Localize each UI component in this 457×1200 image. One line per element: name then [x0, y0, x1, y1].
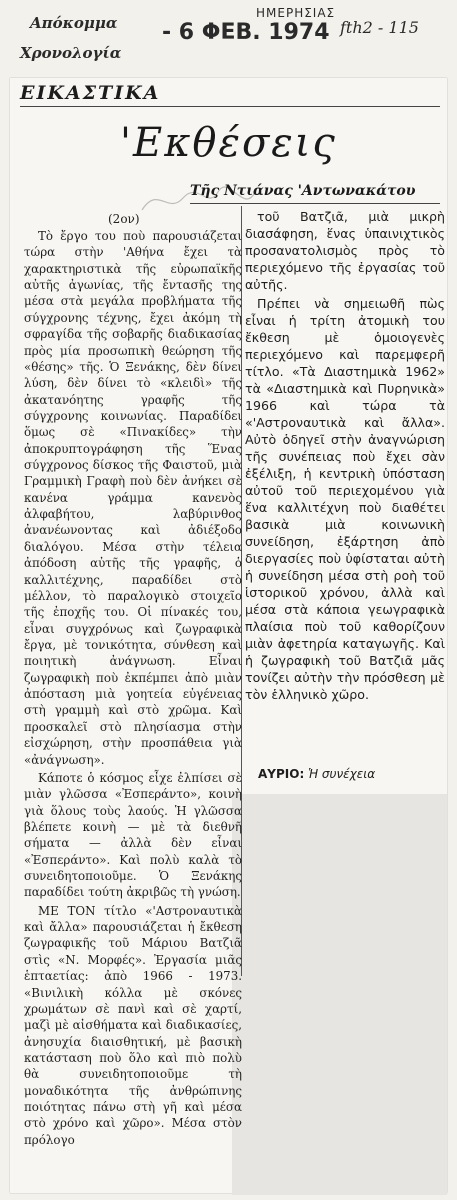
- part-number: (2ον): [108, 212, 140, 226]
- newspaper-name: ΗΜΕΡΗΣΙΑΣ: [256, 6, 336, 20]
- paragraph: Πρέπει νὰ σημειωθῆ πὼς εἶναι ἡ τρίτη ἀτομικὴ του ἔκθεση μὲ ὁμοιογενὲς περιεχόμενο καὶ παρεμφερῆ τίτλο. «Τὰ Διαστημικὰ 1962» τὰ «Διαστημικὰ καὶ Πυρηνικὰ» 1966 καὶ τώρα τὰ «'Αστροναυτικὰ καὶ ἄλλα». Αὐτὸ ὁδηγεῖ στὴν ἀναγνώριση τῆς συνέπειας ποὺ ἔχει σὰν ἐξέλιξη, ἡ κεντρικὴ ὑπόσταση αὐτοῦ τοῦ περιεχομένου γιὰ ἕνα καλλιτέχνη ποὺ διαθέτει βασικὰ μιὰ κοινωνικὴ συνείδηση, ἐξάρτηση ἀπὸ διεργασίες ποὺ ὑφίσταται αὐτὴ ἡ συνείδηση μέσα στὴ ροὴ τοῦ ἱστορικοῦ χρόνου, ἀλλὰ καὶ μέσα στὰ κάποια γεωγραφικὰ πλαίσια ποὺ τοῦ καθορίζουν μιὰν ἀφετηρία καταγωγῆς. Καὶ ἡ ζωγραφικὴ τοῦ Βατζιᾶ μᾶς τονίζει αὐτὴν τὴν πρόσθεση μὲ τὸν ἑλληνικὸ χῶρο.: [245, 296, 445, 702]
- handwritten-reference: fth2 - 115: [340, 18, 419, 37]
- byline-rule: [190, 203, 440, 204]
- paragraph: Τὸ ἔργο του ποὺ παρουσιάζεται τώρα στὴν 'Αθήνα ἔχει τὰ χαρακτηριστικὰ τῆς εὐρωπαϊκῆς αὐτῆς ἀγωνίας, τῆς ἔντασῆς της μέσα στὰ μεγάλα προβλήματα τῆς σύγχρονης τέχνης, ἔχει ἀκόμη τὴ σφραγίδα τῆς σοβαρῆς διαδικασίας πρὸς μία προσωπικὴ θεώρηση τῆς «θέσης» τῆς. Ὁ Ξενάκης, δὲν δίνει λύση, δὲν δίνει τὸ «κλειδὶ» τῆς ἀκατανόητης γραφῆς τῆς σύγχρονης κοινωνίας. Παραδίδει ὅμως σὲ «Πινακίδες» τὴν ἀποκρυπτογράφηση τῆς Ἕνας σύγχρονος δίσκος τῆς Φαιστοῦ, μιὰ Γραμμικὴ Γραφὴ ποὺ δὲν ἀνήκει σὲ κανένα γράμμα κανενὸς ἀλφαβήτου, λαβύρινθος ἀνανέωνοντας καὶ ἀδιέξοδο διαλόγου. Μέσα στὴν τέλεια ἀπόδοση αὐτῆς τῆς γραφῆς, ὁ καλλιτέχνης, παραδίδει στὸ μέλλον, τὸ παραλογικὸ στοιχεῖο τῆς ἐποχῆς του. Οἱ πίνακές του, εἶναι συγχρόνως καὶ ζωγραφικὰ ἔργα, μὲ τονικότητα, σύνθεση καὶ ποιητικὴ ἀνάγνωση. Εἶναι ζωγραφικὴ ποὺ ἐκπέμπει ἀπὸ μιὰν ἀπόσταση μιὰ γοητεία εὐγένειας στὴ γραμμὴ καὶ στὸ χρῶμα. Καὶ προσκαλεῖ στὸ πλησίασμα στὴν εἰσχώρηση, στὴν προσπάθεια γιὰ «ἀνάγνωση».: [24, 229, 242, 767]
- date-label: Χρονολογία: [20, 44, 122, 62]
- byline: Τῆς Ντιάνας 'Αντωνακάτου: [190, 183, 416, 199]
- top-rule: [20, 106, 440, 107]
- article-column-right: [245, 208, 445, 705]
- paragraph: Κάποτε ὁ κόσμος εἶχε ἐλπίσει σὲ μιὰν γλῶσσα «Ἐσπεράντο», κοινὴ γιὰ ὅλους τοὺς λαούς. Ἡ γλῶσσα βλέπετε κοινὴ — μὲ τὰ διεθνῆ σήματα — ἀλλὰ δὲν εἶναι «Ἐσπεράντο». Καὶ πολὺ καλὰ τὸ συνειδητοποιοῦμε. Ὁ Ξενάκης παραδίδει τούτη ἀκριβῶς τὴ γνώση.: [24, 770, 242, 900]
- paragraph: τοῦ Βατζιᾶ, μιὰ μικρὴ διασάφηση, ἕνας ὑπαινιχτικὸς προσανατολισμὸς πρὸς τὸ περιεχόμενο τῆς ἐργασίας τοῦ αὐτῆς.: [245, 209, 445, 292]
- date-stamp: - 6 ΦΕΒ. 1974: [162, 20, 330, 45]
- article-column-left: [24, 228, 242, 1150]
- section-label: ΕΙΚΑΣΤΙΚΑ: [20, 82, 161, 104]
- continued-note: ΑΥΡΙΟ: Ἡ συνέχεια: [258, 767, 376, 781]
- clipping-cutout: [232, 794, 447, 1195]
- paragraph: ΜΕ ΤΟΝ τίτλο «'Αστροναυτικὰ καὶ ἄλλα» παρουσιάζεται ἡ ἔκθεση ζωγραφικῆς τοῦ Μάριου Βατζιᾶ στὶς «Ν. Μορφές». Ἐργασία μιᾶς ἑπταετίας: ἀπὸ 1966 - 1973. «Βινιλικὴ κόλλα μὲ σκόνες χρωμάτων σὲ πανὶ καὶ σὲ χαρτί, μαζὶ μὲ αἰσθήματα καὶ διαδικασίες, ἀνησυχία διαισθητική, μὲ βασικὴ κατάσταση ποὺ ὅλο καὶ πιὸ πολὺ θὰ συνειδητοποιοῦμε τὴ μοναδικότητα τῆς ἀνθρώπινης ποιότητας πάνω στὴ γῆ καὶ μέσα στὸ χρόνο καὶ χῶρο». Μέσα στὸν πρόλογο: [24, 903, 242, 1147]
- clipping-label: Απόκομμα: [30, 14, 118, 32]
- article-title: 'Εκθέσεις: [120, 120, 337, 166]
